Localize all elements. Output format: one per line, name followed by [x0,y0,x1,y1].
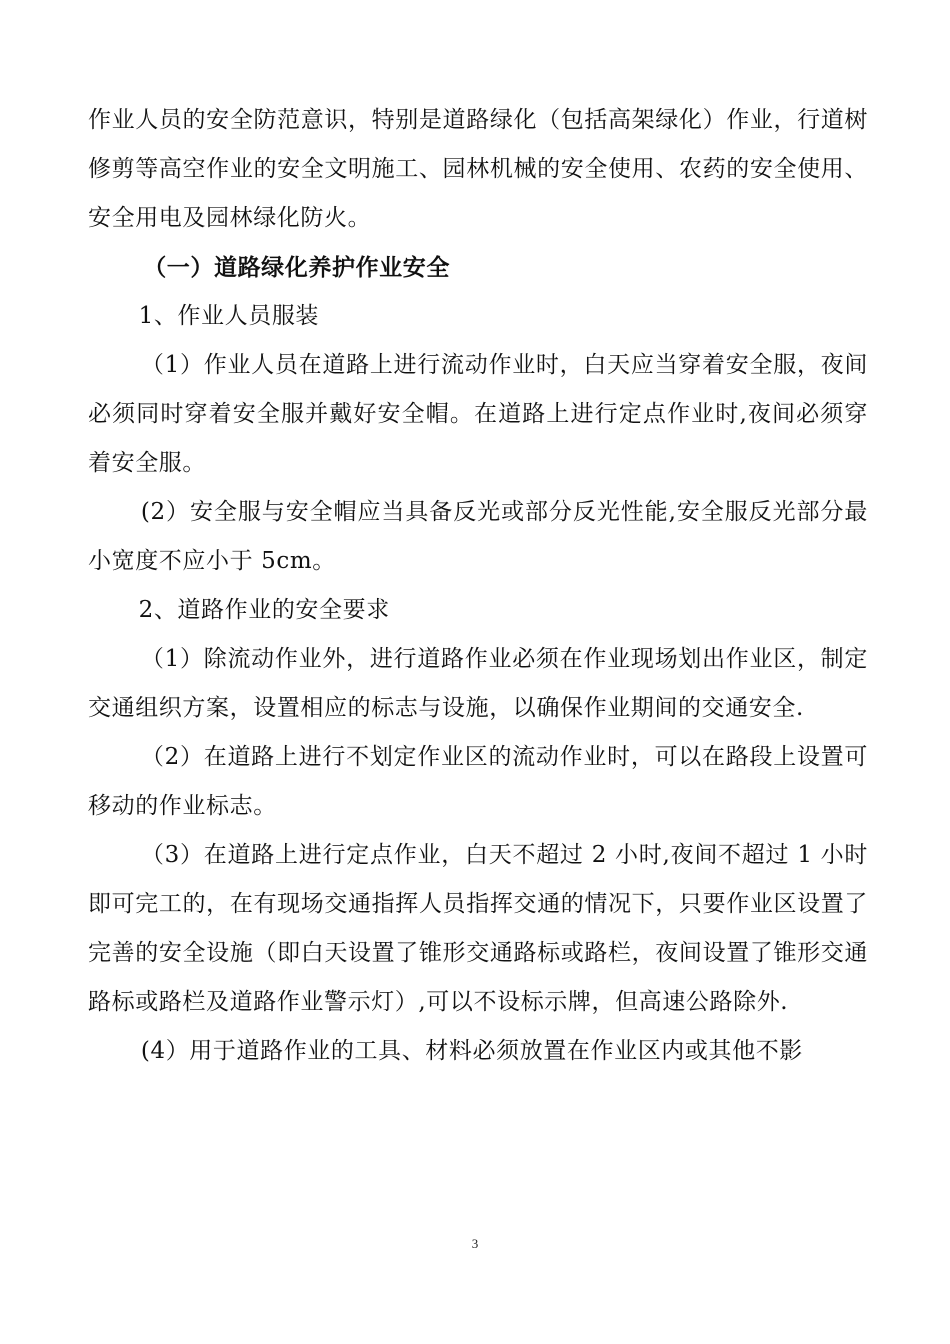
list-item: （1）除流动作业外，进行道路作业必须在作业现场划出作业区，制定交通组织方案，设置相应的标志与设施，以确保作业期间的交通安全. [88,646,868,721]
paragraph-continuation: 作业人员的安全防范意识，特别是道路绿化（包括高架绿化）作业，行道树修剪等高空作业的安全文明施工、园林机械的安全使用、农药的安全使用、安全用电及园林绿化防火。 [88,107,868,231]
body-text [88,96,868,1076]
subsection-title-requirements: 2、道路作业的安全要求 [138,597,390,623]
list-item: （3）在道路上进行定点作业，白天不超过 2 小时,夜间不超过 1 小时即可完工的，在有现场交通指挥人员指挥交通的情况下，只要作业区设置了完善的安全设施（即白天设置了锥形交通路标或路栏，夜间设置了锥形交通路标或路栏及道路作业警示灯）,可以不设标示牌，但高速公路除外. [88,842,868,1015]
section-heading: （一）道路绿化养护作业安全 [143,254,450,281]
list-item: (2）安全服与安全帽应当具备反光或部分反光性能,安全服反光部分最小宽度不应小于 5cm。 [88,499,868,574]
list-item: （2）在道路上进行不划定作业区的流动作业时，可以在路段上设置可移动的作业标志。 [88,744,868,819]
subsection-title-clothing: 1、作业人员服装 [138,303,320,329]
list-item: (4）用于道路作业的工具、材料必须放置在作业区内或其他不影 [140,1038,803,1064]
list-item: （1）作业人员在道路上进行流动作业时，白天应当穿着安全服，夜间必须同时穿着安全服并戴好安全帽。在道路上进行定点作业时,夜间必须穿着安全服。 [88,352,868,476]
page-number: 3 [471,1236,479,1251]
